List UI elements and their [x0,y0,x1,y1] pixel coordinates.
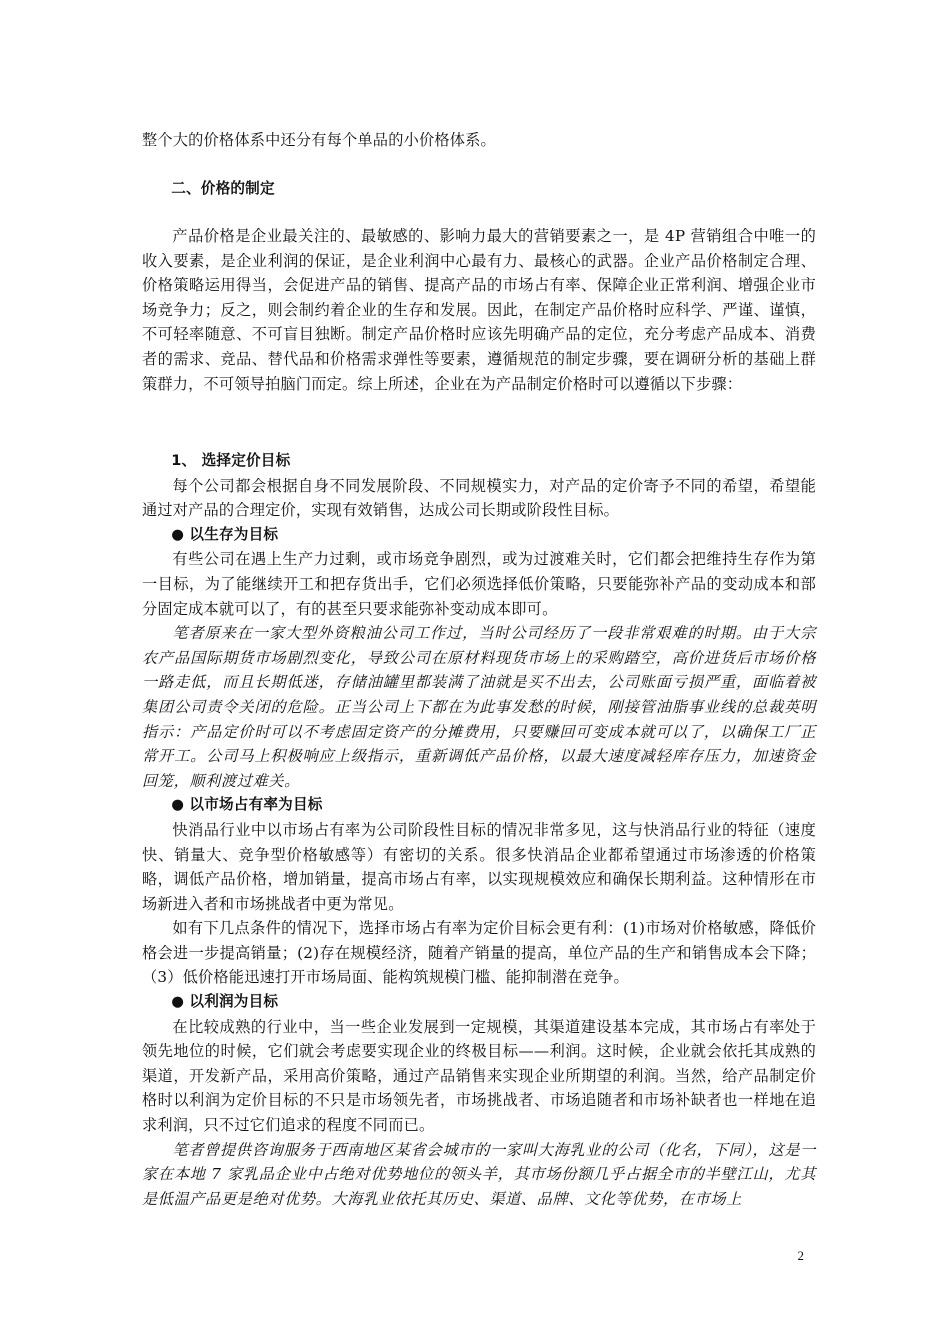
page-number: 2 [797,1248,804,1263]
goal-profit-heading: ● 以利润为目标 [171,993,279,1011]
goal-share-heading: ● 以市场占有率为目标 [171,796,323,814]
step1-intro-paragraph: 每个公司都会根据自身不同发展阶段、不同规模实力，对产品的定价寄予不同的希望，希望能通过对产品的合理定价，实现有效销售，达成公司长期或阶段性目标。 [142,476,816,520]
intro-tail-paragraph: 整个大的价格体系中还分有每个单品的小价格体系。 [142,131,496,149]
section-title: 二、价格的制定 [171,180,275,197]
section-heading-block [142,177,816,202]
body-text-top [142,128,816,153]
goal-profit-paragraph: 在比较成熟的行业中，当一些企业发展到一定规模，其渠道建设基本完成，其市场占有率处于领先地位的时候，它们就会考虑要实现企业的终极目标——利润。这时候，企业就会依托其成熟的渠道，开发新产品，采用高价策略，通过产品销售来实现企业所期望的利润。当然，给产品制定价格时以利润为定价目标的不只是市场领先者，市场挑战者、市场追随者和市场补缺者也一样地在追求利润，只不过它们追求的程度不同而已。 [142,1017,816,1135]
goal-share-conditions-paragraph: 如有下几点条件的情况下，选择市场占有率为定价目标会更有利：(1)市场对价格敏感，降低价格会进一步提高销量；(2)存在规模经济，随着产销量的提高，单位产品的生产和销售成本会下降；（3）低价格能迅速打开市场局面、能构筑规模门槛、能抑制潜在竞争。 [142,919,816,987]
goal-survival-story-paragraph: 笔者原来在一家大型外资粮油公司工作过，当时公司经历了一段非常艰难的时期。由于大宗农产品国际期货市场剧烈变化，导致公司在原材料现货市场上的采购踏空，高价进货后市场价格一路走低，而且长期低迷，存储油罐里都装满了油就是买不出去，公司账面亏损严重，面临着被集团公司责令关闭的危险。正当公司上下都在为此事发愁的时候，刚接管油脂事业线的总裁英明指示：产品定价时可以不考虑固定资产的分摊费用，只要赚回可变成本就可以了，以确保工厂正常开工。公司马上积极响应上级指示，重新调低产品价格，以最大速度减轻库存压力，加速资金回笼，顺利渡过难关。 [142,624,816,790]
step1-title: 1、 选择定价目标 [171,452,291,469]
section-intro-block [142,224,816,396]
main-body [142,449,816,1211]
section-intro-paragraph: 产品价格是企业最关注的、最敏感的、影响力最大的营销要素之一，是 4P 营销组合中唯一的收入要素，是企业利润的保证，是企业利润中心最有力、最核心的武器。企业产品价格制定合理、价格策略运用得当，会促进产品的销售、提高产品的市场占有率、保障企业正常利润、增强企业市场竞争力；反之，则会制约着企业的生存和发展。因此，在制定产品价格时应科学、严谨、谨慎，不可轻率随意、不可盲目独断。制定产品价格时应该先明确产品的定位，充分考虑产品成本、消费者的需求、竞品、替代品和价格需求弹性等要素，遵循规范的制定步骤，要在调研分析的基础上群策群力，不可领导拍脑门而定。综上所述，企业在为产品制定价格时可以遵循以下步骤： [142,227,816,393]
goal-share-paragraph: 快消品行业中以市场占有率为公司阶段性目标的情况非常多见，这与快消品行业的特征（速度快、销量大、竞争型价格敏感等）有密切的关系。很多快消品企业都希望通过市场渗透的价格策略，调低产品价格，增加销量，提高市场占有率，以实现规模效应和确保长期利益。这种情形在市场新进入者和市场挑战者中更为常见。 [142,820,816,913]
goal-survival-paragraph: 有些公司在遇上生产力过剩，或市场竞争剧烈，或为过渡难关时，它们都会把维持生存作为第一目标，为了能继续开工和把存货出手，它们必须选择低价策略，只要能弥补产品的变动成本和部分固定成本就可以了，有的甚至只要求能弥补变动成本即可。 [142,550,816,618]
goal-profit-story-paragraph: 笔者曾提供咨询服务于西南地区某省会城市的一家叫大海乳业的公司（化名，下同），这是一家在本地 7 家乳品企业中占绝对优势地位的领头羊，其市场份额几乎占据全市的半壁江山，尤其是低温产品更是绝对优势。大海乳业依托其历史、渠道、品牌、文化等优势，在市场上 [142,1140,816,1208]
goal-survival-heading: ● 以生存为目标 [171,525,279,543]
